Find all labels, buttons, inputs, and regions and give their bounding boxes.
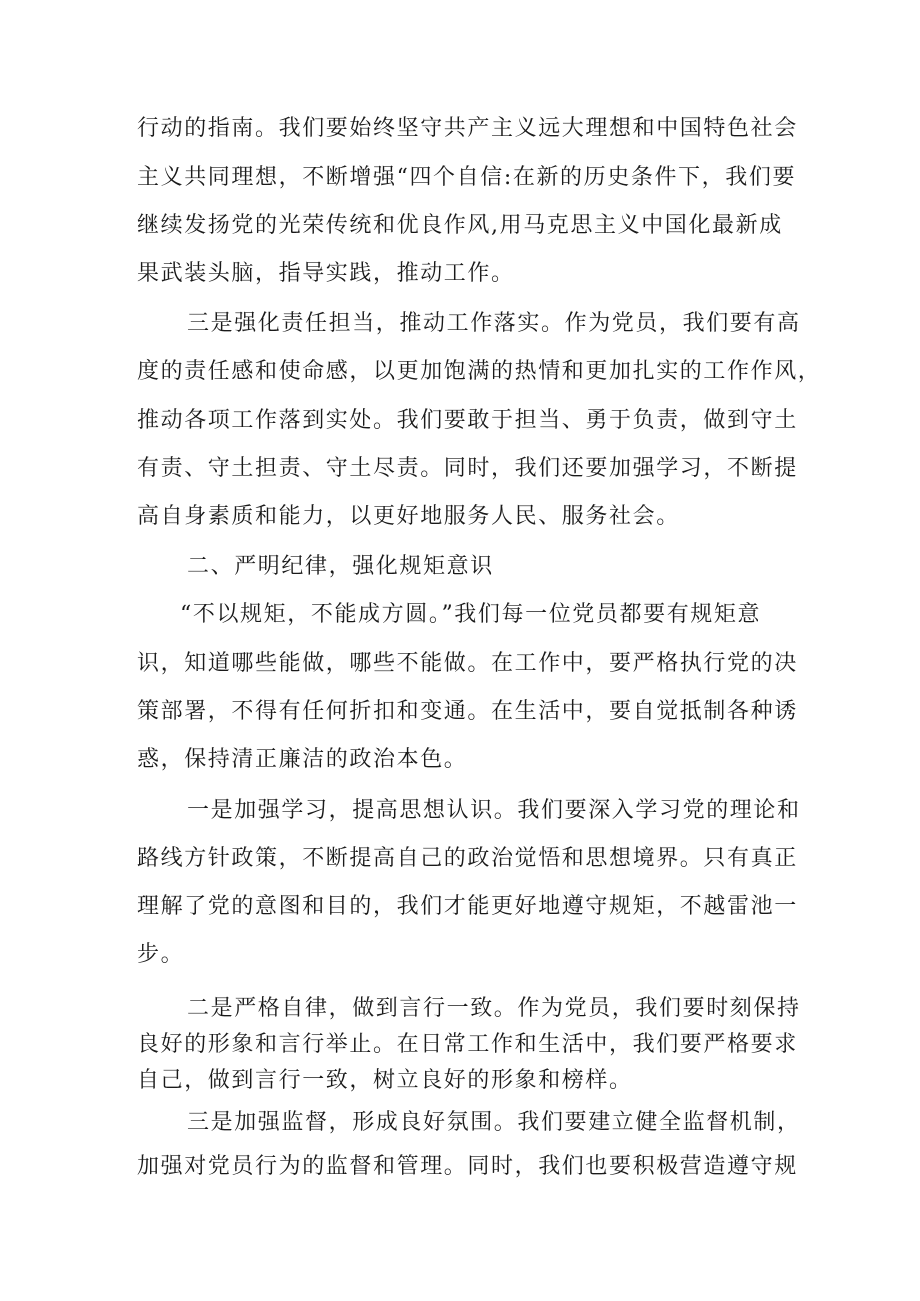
text-line: 良好的形象和言行举止。在日常工作和生活中，我们要严格要求 bbox=[137, 1032, 798, 1057]
text-line: 策部署，不得有任何折扣和变通。在生活中，要自觉抵制各种诱 bbox=[137, 699, 798, 724]
text-line: 度的责任感和使命感，以更加饱满的热情和更加扎实的工作作风， bbox=[137, 359, 822, 384]
text-line: 路线方针政策，不断提高自己的政治觉悟和思想境界。只有真正 bbox=[137, 846, 798, 871]
text-line: 自己，做到言行一致，树立良好的形象和榜样。 bbox=[137, 1068, 633, 1093]
text-line: 果武装头脑，指导实践，推动工作。 bbox=[137, 261, 515, 286]
text-line: 推动各项工作落到实处。我们要敢于担当、勇于负责，做到守土 bbox=[137, 408, 798, 433]
section-heading: 二、严明纪律，强化规矩意识 bbox=[187, 554, 494, 579]
text-line: 加强对党员行为的监督和管理。同时，我们也要积极营造遵守规 bbox=[137, 1154, 798, 1179]
text-line: 识，知道哪些能做，哪些不能做。在工作中，要严格执行党的决 bbox=[137, 651, 798, 676]
paragraph-start-line: 一是加强学习，提高思想认识。我们要深入学习党的理论和 bbox=[187, 798, 801, 823]
text-line: 理解了党的意图和目的，我们才能更好地遵守规矩，不越雷池一 bbox=[137, 894, 798, 919]
text-line: 有责、守土担责、守土尽责。同时，我们还要加强学习，不断提 bbox=[137, 456, 798, 481]
paragraph-start-line: “不以规矩，不能成方圆。”我们每一位党员都要有规矩意 bbox=[180, 602, 762, 627]
text-line: 继续发扬党的光荣传统和优良作风,用马克思主义中国化最新成 bbox=[137, 213, 783, 238]
paragraph-start-line: 二是严格自律，做到言行一致。作为党员，我们要时刻保持 bbox=[187, 996, 801, 1021]
text-line: 惑，保持清正廉洁的政治本色。 bbox=[137, 747, 468, 772]
paragraph-start-line: 三是强化责任担当，推动工作落实。作为党员，我们要有高 bbox=[187, 311, 801, 336]
text-line: 步。 bbox=[137, 942, 185, 967]
text-line: 行动的指南。我们要始终坚守共产主义远大理想和中国特色社会 bbox=[137, 116, 798, 141]
paragraph-start-line: 三是加强监督，形成良好氛围。我们要建立健全监督机制， bbox=[187, 1110, 801, 1135]
text-line: 高自身素质和能力，以更好地服务人民、服务社会。 bbox=[137, 504, 680, 529]
text-line: 主义共同理想，不断增强“四个自信:在新的历史条件下，我们要 bbox=[137, 165, 797, 190]
